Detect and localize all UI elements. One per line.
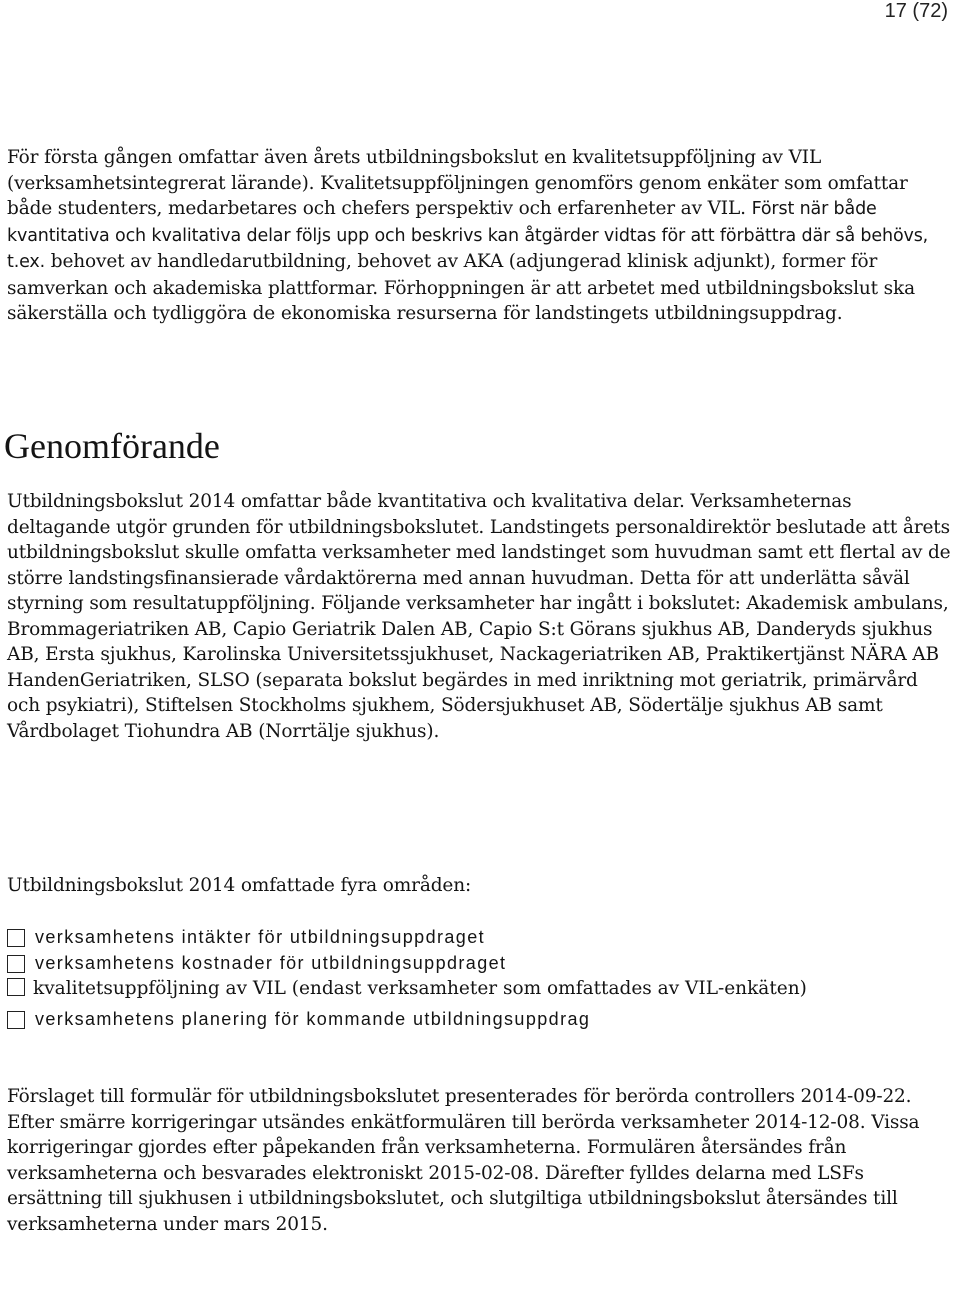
intro-text-2: Först när både kvantitativa och kvalitativa delar följs upp och beskrivs kan åtgärder vidtas för att förbättra där så behövs, t.ex.	[7, 199, 929, 272]
list-item	[7, 976, 952, 1002]
list-item	[7, 1007, 952, 1033]
areas-list	[7, 925, 952, 1032]
intro-text-1: För första gången omfattar även årets utbildningsbokslut en kvalitetsuppföljning av VIL (verksamhetsintegrerat lärande). Kvalitetsuppföljningen genomförs genom enkäter som omfattar både studenters, medarbetares och chefers perspektiv och erfarenheter av VIL.	[7, 147, 908, 219]
section-paragraph: Utbildningsbokslut 2014 omfattar både kvantitativa och kvalitativa delar. Verksamheternas deltagande utgör grunden för utbildningsbokslutet. Landstingets personaldirektör beslutade att årets utbildningsbokslut skulle omfatta verksamheter med landstinget som huvudman samt ett flertal av de större landstingsfinansierade vårdaktörerna med annan huvudman. Detta för att underlätta såväl styrning som resultatuppföljning. Följande verksamheter har ingått i bokslutet: Akademisk ambulans, Brommageriatriken AB, Capio Geriatrik Dalen AB, Capio S:t Görans sjukhus AB, Danderyds sjukhus AB, Ersta sjukhus, Karolinska Universitetssjukhuset, Nackageriatriken AB, Praktikertjänst NÄRA AB HandenGeriatriken, SLSO (separata bokslut begärdes in med inriktning mot geriatrik, primärvård och psykiatri), Stiftelsen Stockholms sjukhem, Södersjukhuset AB, Södertälje sjukhus AB samt Vårdbolaget Tiohundra AB (Norrtälje sjukhus).	[7, 491, 951, 742]
section-heading: Genomförande	[4, 426, 220, 466]
list-item	[7, 951, 952, 977]
areas-intro: Utbildningsbokslut 2014 omfattade fyra områden:	[7, 875, 472, 896]
checkbox-icon	[7, 978, 25, 996]
list-item-label: verksamhetens intäkter för utbildningsuppdraget	[35, 927, 486, 947]
checkbox-icon	[7, 1011, 25, 1029]
checkbox-icon	[7, 955, 25, 973]
intro-paragraph	[7, 145, 952, 327]
closing-paragraph: Förslaget till formulär för utbildningsbokslutet presenterades för berörda controllers 2014-09-22. Efter smärre korrigeringar utsändes enkätformulären till berörda verksamheter 2014-12-08. Vissa korrigeringar gjordes efter påpekanden från verksamheterna. Formulären återsändes från verksamheterna och besvarades elektroniskt 2015-02-08. Därefter fylldes delarna med LSFs ersättning till sjukhusen i utbildningsbokslutet, och slutgiltiga utbildningsbokslut återsändes till verksamheterna under mars 2015.	[7, 1086, 920, 1235]
list-item-label: verksamhetens kostnader för utbildningsuppdraget	[35, 952, 507, 973]
list-item-label: verksamhetens planering för kommande utbildningsuppdrag	[35, 1008, 591, 1029]
page-number: 17 (72)	[884, 0, 948, 22]
checkbox-icon	[7, 929, 25, 947]
intro-text-3: behovet av handledarutbildning, behovet av AKA (adjungerad klinisk adjunkt), former för samverkan och akademiska plattformar. Förhoppningen är att arbetet med utbildningsbokslut ska säkerställa och tydliggöra de ekonomiska resurserna för landstingets utbildningsuppdrag.	[7, 251, 915, 324]
list-item	[7, 925, 952, 951]
list-item-label: kvalitetsuppföljning av VIL (endast verksamheter som omfattades av VIL-enkäten)	[33, 978, 807, 999]
